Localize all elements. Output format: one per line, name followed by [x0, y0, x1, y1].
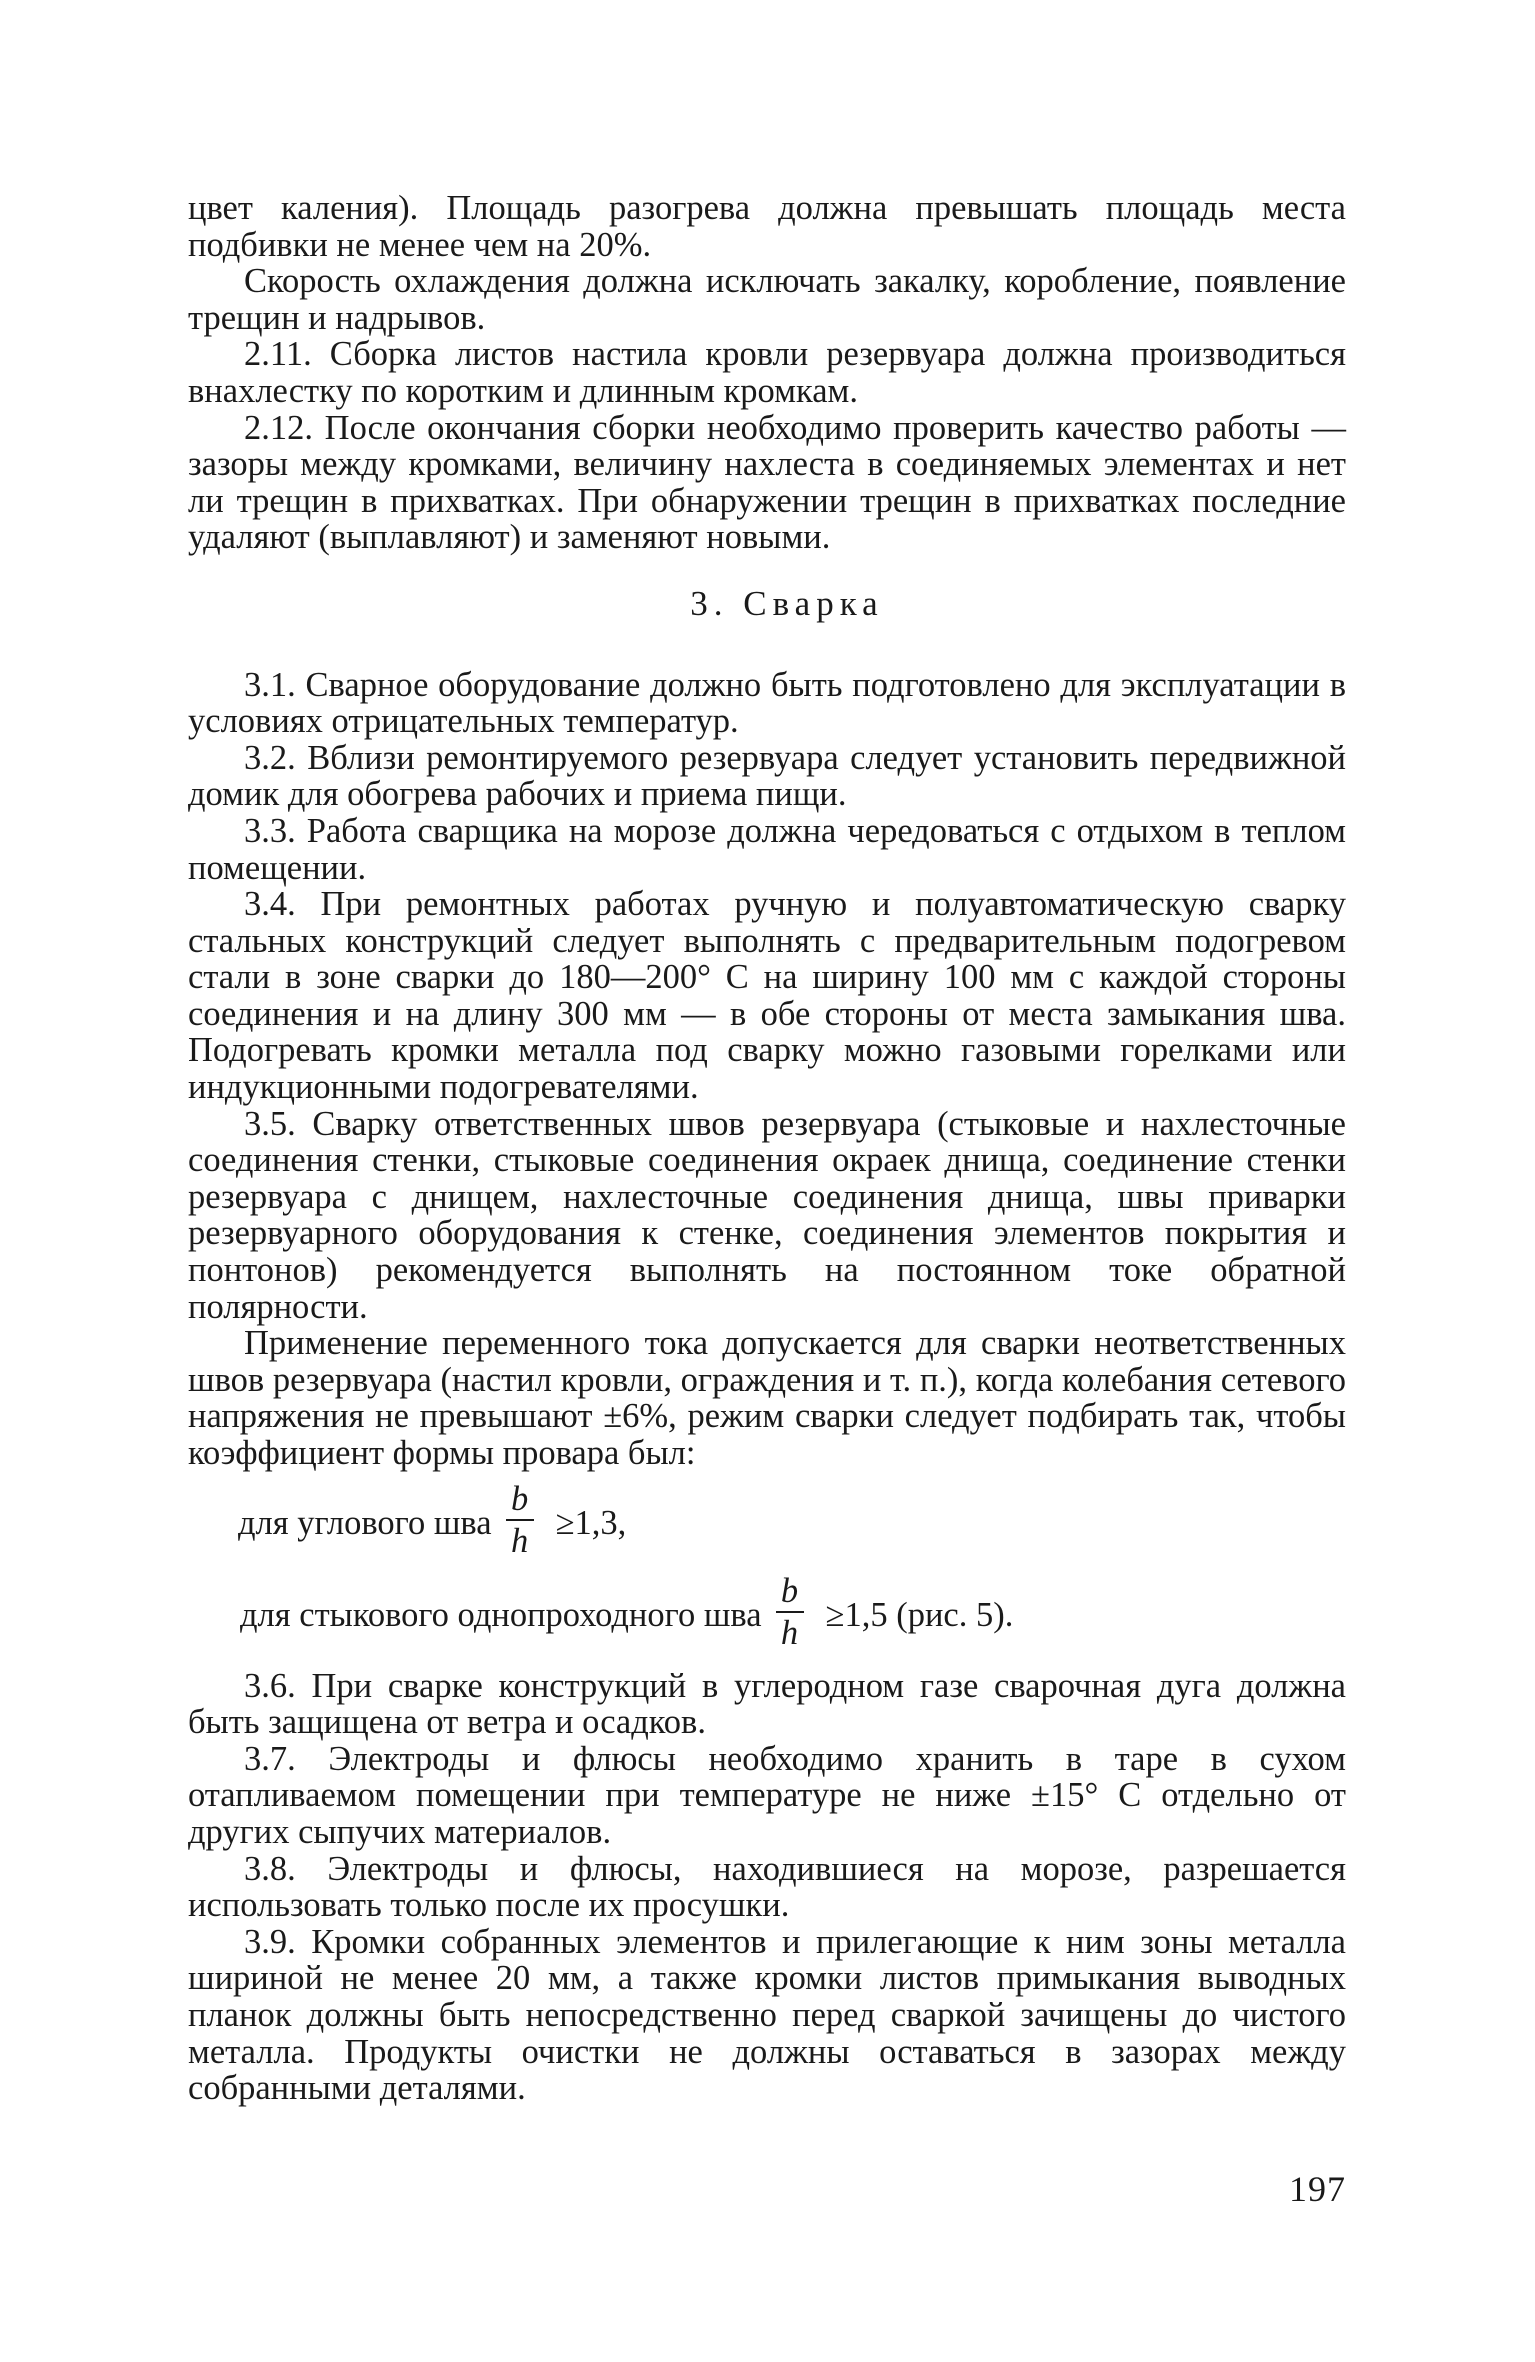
fraction-denominator: h	[510, 1521, 529, 1560]
paragraph-2-12: 2.12. После окончания сборки необходимо проверить качество работы — зазоры между кромками, величину нахлеста в соединяемых элементах и нет ли трещин в прихватках. При обнаружении трещин в прихватках последние удаляют (выплавляют) и заменяют новыми.	[188, 408, 1346, 557]
fraction-denominator: h	[780, 1613, 799, 1652]
fraction-numerator: b	[780, 1571, 799, 1610]
paragraph-3-1: 3.1. Сварное оборудование должно быть подготовлено для эксплуатации в условиях отрицательных температур.	[188, 665, 1346, 741]
book-page	[188, 190, 1346, 2240]
page-number: 197	[1289, 2169, 1346, 2209]
paragraph-cooling-rate: Скорость охлаждения должна исключать закалку, коробление, появление трещин и надрывов.	[188, 262, 1346, 337]
paragraph-3-2: 3.2. Вблизи ремонтируемого резервуара следует установить передвижной домик для обогрева рабочих и приема пищи.	[188, 738, 1346, 814]
paragraph-3-5: 3.5. Сварку ответственных швов резервуара (стыковые и нахлесточные соединения стенки, стыковые соединения окраек днища, соединение стенки резервуара с днищем, нахлесточные соединения днища, швы приварки резервуарного оборудования к стенке, соединения элементов покрытия и понтонов) рекомендуется выполнять на постоянном токе обратной полярности.	[188, 1104, 1346, 1326]
paragraph-2-11: 2.11. Сборка листов настила кровли резервуара должна производиться внахлестку по коротким и длинным кромкам.	[188, 335, 1346, 410]
fraction-numerator: b	[510, 1479, 529, 1518]
section-heading: 3. Сварка	[690, 583, 884, 623]
fraction	[506, 1479, 534, 1561]
paragraph-3-7: 3.7. Электроды и флюсы необходимо хранить в таре в сухом отапливаемом помещении при температуре не ниже ±15° С отдельно от других сыпучих материалов.	[188, 1739, 1346, 1851]
paragraph-alternating-current: Применение переменного тока допускается для сварки неответственных швов резервуара (настил кровли, ограждения и т. п.), когда колебания сетевого напряжения не превышают ±6%, режим сварки следует подбирать так, чтобы коэффициент формы провара был:	[188, 1324, 1346, 1472]
formula-prefix: для углового шва	[238, 1504, 492, 1543]
paragraph-3-4: 3.4. При ремонтных работах ручную и полуавтоматическую сварку стальных конструкций следует выполнять с предварительным подогревом стали в зоне сварки до 180—200° С на ширину 100 мм с каждой стороны соединения и на длину 300 мм — в обе стороны от места замыкания шва. Подогревать кромки металла под сварку можно газовыми горелками или индукционными подогревателями.	[188, 885, 1346, 1107]
paragraph-3-9: 3.9. Кромки собранных элементов и прилегающие к ним зоны металла шириной не менее 20 мм, а также кромки листов примыкания выводных планок должны быть непосредственно перед сваркой зачищены до чистого металла. Продукты очистки не должны оставаться в зазорах между собранными деталями.	[188, 1922, 1346, 2108]
formula-fillet-weld	[188, 1478, 1346, 1570]
formula-relation: ≥1,3,	[555, 1504, 627, 1543]
formula-butt-weld	[188, 1570, 1346, 1662]
paragraph-3-3: 3.3. Работа сварщика на морозе должна чередоваться с отдыхом в теплом помещении.	[188, 811, 1346, 887]
fraction	[776, 1571, 804, 1653]
formula-prefix: для стыкового однопроходного шва	[240, 1596, 762, 1635]
formula-relation: ≥1,5 (рис. 5).	[825, 1596, 1014, 1635]
paragraph-3-6: 3.6. При сварке конструкций в углеродном газе сварочная дуга должна быть защищена от ветра и осадков.	[188, 1666, 1346, 1742]
paragraph-3-8: 3.8. Электроды и флюсы, находившиеся на морозе, разрешается использовать только после их просушки.	[188, 1849, 1346, 1925]
paragraph-heating-area: цвет каления). Площадь разогрева должна превышать площадь места подбивки не менее чем на 20%.	[188, 189, 1346, 264]
